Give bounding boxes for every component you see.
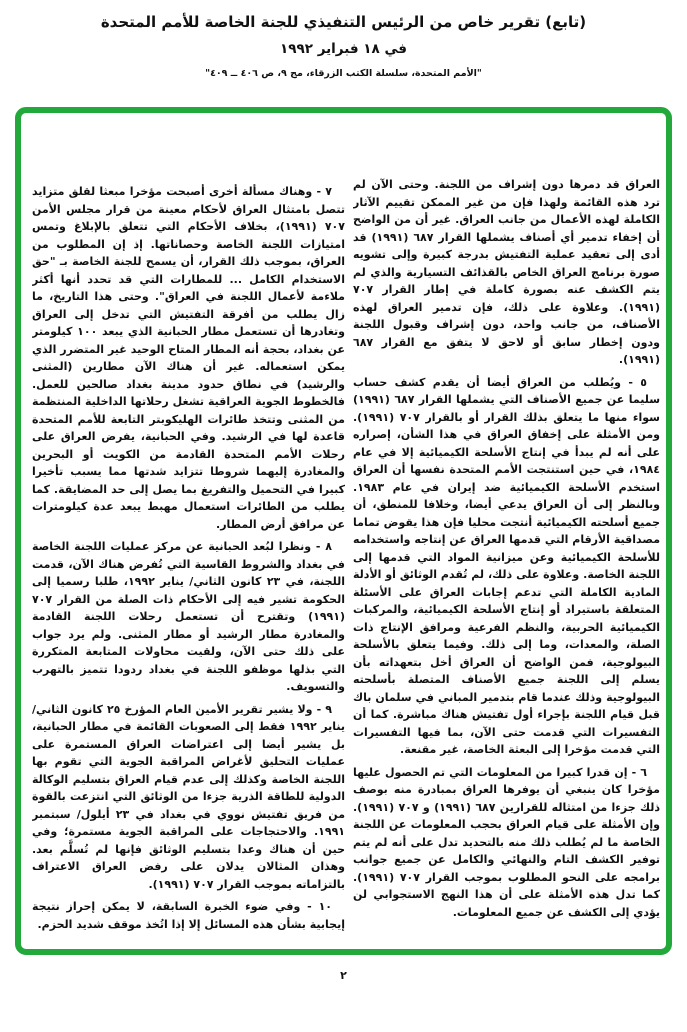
two-column-text-area <box>21 113 666 949</box>
paragraph-8: ٨ - ونظرا لبُعد الحبانية عن مركز عمليات اللجنة الخاصة في بغداد والشروط القاسية التي تُفرض هناك الآن، قدمت اللجنة، في ٢٣ كانون الثاني/ يناير ١٩٩٢، طلبا رسميا إلى الحكومة تشير فيه إلى الأحكام ذات الصلة من القرار ٧٠٧ (١٩٩١) وتقترح أن تستعمل رحلات اللجنة القادمة والمغادرة مطار الرشيد أو مطار المثنى. ولم يرد جواب على ذلك حتى الآن، ولقيت محاولات المتابعة المتكررة التي بذلها موظفو اللجنة في بغداد ردودا تتميز بالتهرب والتسويف. <box>32 540 345 693</box>
paragraph-10: ١٠ - وفي ضوء الخبرة السابقة، لا يمكن إحراز نتيجة إيجابية بشأن هذه المسائل إلا إذا اتُخذ موقف شديد الحزم. <box>32 900 345 931</box>
paragraph-5: ٥ - ويُطلب من العراق أيضا أن يقدم كشف حساب سليما عن جميع الأصناف التي يشملها القرار ٦٨٧ (١٩٩١) سواء منها ما يتعلق بذلك القرار أو بالقرار ٧٠٧ (١٩٩١). ومن الأمثلة على إخفاق العراق في هذا الشأن، إصراره على أنه لم يبدأ في إنتاج الأسلحة الكيميائية إلا في عام ١٩٨٤، في حين استنتجت الأمم المتحدة نفسها أن العراق استخدم الأسلحة الكيميائية ضد إيران في عام ١٩٨٣. وبالنظر إلى أن العراق يدعي أيضا، وخلافا للمنطق، أن جميع أسلحته الكيميائية أنتجت محليا فإن هذا يقوض تماما مصداقية الأرقام التي قدمها العراق عن إنتاجه واستخدامه للأسلحة الكيميائية وعن ميزانية المواد التي قدمها إلى اللجنة الخاصة. وعلاوة على ذلك، لم تُقدم الوثائق أو الأدلة المادية الكاملة التي تدعم إجابات العراق على الأسئلة المتعلقة باستيراد أو إنتاج الأسلحة الكيميائية، والمركبات الكيميائية الحربية، والنظم الفرعية ومرافق الإنتاج ذات الصلة، والمعدات، وما إلى ذلك. وفيما يتعلق بالأسلحة البيولوجية، فمن الواضح أن العراق أخل بتعهداته بأن يسلم إلى اللجنة جميع الأصناف المتصلة بأسلحته البيولوجية وذلك عندما قام بتدمير المباني في سلمان باك قبل قيام اللجنة بإجراء أول تفتيش هناك مباشرة. كما أن التفسيرات التي قدمت حتى الآن، بما فيها التفسيرات التي قدمت مؤخرا إلى البعثة الخاصة، غير مقنعة. <box>353 375 660 756</box>
column-left <box>32 113 345 949</box>
document-source-citation: "الأمم المتحدة، سلسلة الكتب الزرقاء، مج ٩، ص ٤٠٦ ــ ٤٠٩" <box>205 68 482 79</box>
document-date: في ١٨ فبراير ١٩٩٢ <box>280 41 407 57</box>
document-title: (تابع) تقرير خاص من الرئيس التنفيذي للجنة الخاصة للأمم المتحدة <box>100 13 587 31</box>
paragraph-6: ٦ - إن قدرا كبيرا من المعلومات التي تم الحصول عليها مؤخرا كان ينبغي أن يوفرها العراق بمبادرة منه بوصف ذلك جزءا من امتثاله للقرارين ٦٨٧ (١٩٩١) و ٧٠٧ (١٩٩١). وإن الأمثلة على قيام العراق بحجب المعلومات عن اللجنة الخاصة ما لم يُطلب ذلك منه بالتحديد تدل على أنه لم يتم توفير الكشف التام والنهائي والكامل عن جميع جوانب برامجه على النحو المطلوب بموجب القرار ٧٠٧ (١٩٩١). كما تدل هذه الأمثلة على أن هذا النهج الاستجوابي لن يؤدي إلى الكشف عن جميع المعلومات. <box>353 765 660 919</box>
paragraph-9: ٩ - ولا يشير تقرير الأمين العام المؤرخ ٢٥ كانون الثاني/ يناير ١٩٩٢ فقط إلى الصعوبات القائمة في مطار الحبانية، بل يشير أيضا إلى اعتراضات العراق المستمرة على عمليات التحليق لأغراض المراقبة الجوية التي تقوم بها اللجنة الخاصة وكذلك إلى عدم قيام العراق بتسليم الوكالة الدولية للطاقة الذرية جزءا من الوثائق التي انتزعت بالقوة من فريق تفتيش نووي في بغداد في ٢٣ أيلول/ سبتمبر ١٩٩١. والاحتجاجات على المراقبة الجوية مستمرة؛ وفي حين أن هناك وعدا بتسليم الوثائق فإنها لم تُسلَّم بعد. وهذان المثالان يدلان على رفض العراق الاعتراف بالتزاماته بموجب القرار ٧٠٧ (١٩٩١). <box>32 702 345 891</box>
document-header <box>0 13 687 79</box>
content-border-box <box>15 107 672 955</box>
column-right <box>353 113 660 949</box>
paragraph-continuation: العراق قد دمرها دون إشراف من اللجنة. وحتى الآن لم ترد هذه القائمة ولهذا فإن من غير الممكن تقييم الآثار الكاملة لهذه الأعمال من جانب العراق. غير أن من الواضح أن إخفاء تدمير أي أصناف يشملها القرار ٦٨٧ (١٩٩١) قد أدى إلى تعقيد عملية التفتيش بدرجة كبيرة وإلى تشويه صورة برنامج العراق الخاص بالقذائف التسيارية والذي لم يتم الكشف عنه بصورة كاملة في إطار القرار ٧٠٧ (١٩٩١). وعلاوة على ذلك، فإن تدمير العراق لهذه الأصناف، من جانب واحد، دون إشراف وقبول اللجنة ودون إخطار سابق أو لاحق لا يتفق مع القرار ٦٨٧ (١٩٩١). <box>353 178 660 366</box>
page-footer <box>0 964 687 983</box>
page-number: ٢ <box>340 969 347 982</box>
paragraph-7: ٧ - وهناك مسألة أخرى أصبحت مؤخرا مبعثا لقلق متزايد تتصل بامتثال العراق لأحكام معينة من قرار مجلس الأمن ٧٠٧ (١٩٩١)، بخلاف الأحكام التي تتعلق بالإبلاغ وتمس امتيازات اللجنة الخاصة وحصاناتها. إذ إن المطلوب من العراق، بموجب ذلك القرار، أن يسمح للجنة الخاصة بـ "حق الاستخدام الكامل ... للمطارات التي قد تحدد أنها أكثر ملاءمة لأعمال اللجنة في العراق". وحتى هذا التاريخ، ما زال يطلب من أفرقة التفتيش التي تدخل إلى العراق وتغادرها أن تستعمل مطار الحبانية الذي يبعد ١٠٠ كيلومتر عن بغداد، بحجة أنه المطار المتاح الوحيد غير المتضرر الذي يمكن استعماله. غير أن هناك الآن مطارين (المثنى والرشيد) في نطاق حدود مدينة بغداد صالحين للعمل. فالخطوط الجوية العراقية تشغل رحلاتها الداخلية المنتظمة من المثنى وتتخذ طائرات الهليكوبتر التابعة للأمم المتحدة قاعدة لها في الرشيد. وفي الحبانية، يفرض العراق على رحلات الأمم المتحدة القادمة من الكويت أو البحرين والمغادرة إليهما شروطا تتزايد شدتها مما يسبب تأخيرا كبيرا في التحميل والتفريغ بما يصل إلى حد المضايقة. كما يطلب من الطائرات استعمال مهبط يبعد عدة كيلومترات عن مرافق أرض المطار. <box>32 185 345 531</box>
